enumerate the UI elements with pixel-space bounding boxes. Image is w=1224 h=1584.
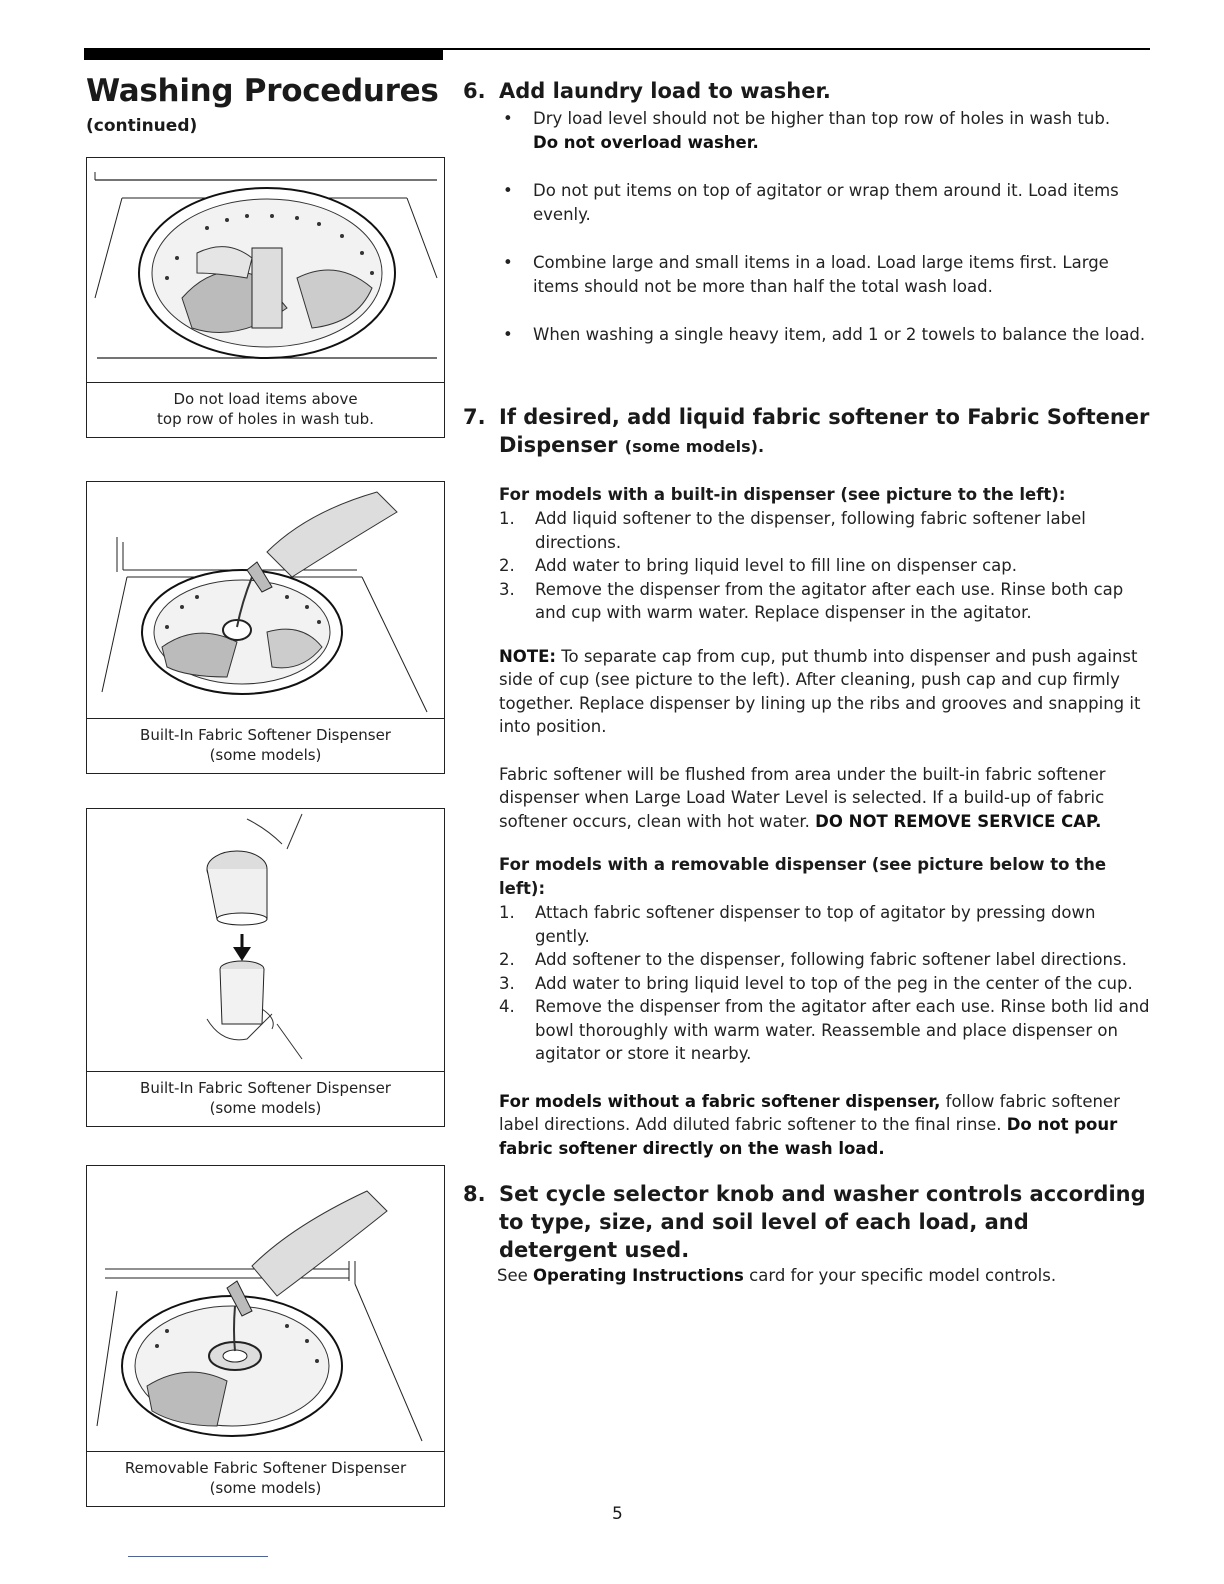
step-6-section (463, 77, 1153, 347)
step-number: 6. (463, 79, 486, 103)
list-item: 2. Add softener to the dispenser, following fabric softener label directions. (499, 950, 1127, 969)
removable-dispenser-heading: For models with a removable dispenser (see picture below to the left): (499, 855, 1107, 898)
figure-wash-tub (86, 157, 445, 438)
step-title: If desired, add liquid fabric softener to Fabric Softener Dispenser (499, 405, 1150, 457)
list-text: Add water to bring liquid level to top of the peg in the center of the cup. (535, 973, 1133, 993)
note-paragraph (463, 645, 1153, 739)
figure-caption-line: Built-In Fabric Softener Dispenser (140, 1079, 391, 1097)
bullet-icon: • (503, 325, 513, 344)
page-subtitle: (continued) (86, 116, 198, 136)
figure-caption-line: Do not load items above (173, 390, 358, 408)
see-text: See (497, 1266, 528, 1285)
flush-paragraph (463, 763, 1153, 834)
figure-caption-line: (some models) (209, 1099, 322, 1117)
list-item: 1. Add liquid softener to the dispenser, following fabric softener label directions. (499, 509, 1086, 552)
list-item (463, 323, 1153, 347)
step-number: 7. (463, 405, 486, 429)
flush-text: Fabric softener will be flushed from area under the built-in fabric softener dispenser when Large Load Water Level is selected. If a build-up of fabric softener occurs, clean with hot water. (499, 764, 1106, 831)
figure-caption-line: Built-In Fabric Softener Dispenser (140, 726, 391, 744)
note-text: To separate cap from cup, put thumb into dispenser and push against side of cup (see picture to the left). After cleaning, push cap and cup firmly together. Replace dispenser by lining up the ribs and grooves and snapping it into position. (499, 646, 1141, 736)
page-number: 5 (612, 1504, 623, 1524)
step-7-heading (463, 403, 1153, 461)
list-text: Add liquid softener to the dispenser, following fabric softener label directions. (535, 509, 1086, 552)
without-dispenser-bold: For models without a fabric softener dispenser, (499, 1091, 941, 1111)
step-7-section (463, 403, 1153, 1160)
figure-caption-line: top row of holes in wash tub. (157, 410, 374, 428)
step-6-heading (463, 77, 1153, 105)
bullet-icon: • (503, 109, 513, 128)
flush-warning: DO NOT REMOVE SERVICE CAP. (815, 811, 1102, 831)
bullet-icon: • (503, 181, 513, 200)
without-dispenser-text: follow fabric softener label directions. Add diluted fabric softener to the final rinse. (499, 1091, 1120, 1134)
figure-caption-line: (some models) (209, 1479, 322, 1497)
step-title-qualifier: (some models). (624, 437, 765, 456)
operating-instructions-ref: Operating Instructions (533, 1266, 744, 1285)
figure-removable-dispenser (86, 1165, 445, 1507)
list-text: Add softener to the dispenser, following fabric softener label directions. (535, 950, 1127, 969)
bullet-icon: • (503, 253, 513, 272)
list-text: Remove the dispenser from the agitator after each use. Rinse both lid and bowl thoroughly with warm water. Reassemble and place dispenser on agitator or store it nearby. (535, 997, 1150, 1063)
step-number: 8. (463, 1182, 486, 1206)
list-item: 3. Add water to bring liquid level to top of the peg in the center of the cup. (499, 973, 1133, 993)
removable-dispenser-pour-illustration (87, 1166, 444, 1452)
list-text: Add water to bring liquid level to fill line on dispenser cap. (535, 556, 1018, 575)
bullet-text: When washing a single heavy item, add 1 or 2 towels to balance the load. (533, 325, 1146, 344)
list-text: Attach fabric softener dispenser to top of agitator by pressing down gently. (535, 903, 1096, 946)
bullet-bold-text: Do not overload washer. (533, 133, 759, 152)
figure-caption-line: Removable Fabric Softener Dispenser (124, 1459, 407, 1477)
bullet-text: Dry load level should not be higher than top row of holes in wash tub. (533, 109, 1111, 128)
step-title: Set cycle selector knob and washer controls according to type, size, and soil level of each load, and detergent used. (499, 1182, 1146, 1262)
figure-dispenser-cap-cup (86, 808, 445, 1127)
bullet-text: Do not put items on top of agitator or wrap them around it. Load items evenly. (533, 181, 1119, 224)
without-dispenser-paragraph (463, 1090, 1153, 1161)
dispenser-cap-cup-illustration (87, 809, 444, 1072)
see-rest-text: card for your specific model controls. (749, 1266, 1057, 1285)
figure-built-in-dispenser (86, 481, 445, 774)
header-rule-thick (84, 48, 443, 60)
header-rule-thin (443, 48, 1150, 50)
bottom-rule (128, 1556, 268, 1557)
list-item: 3. Remove the dispenser from the agitator after each use. Rinse both cap and cup with warm water. Replace dispenser in the agitator. (499, 579, 1124, 622)
list-item: 2. Add water to bring liquid level to fill line on dispenser cap. (499, 556, 1018, 575)
list-item: 4. Remove the dispenser from the agitator after each use. Rinse both lid and bowl thoroughly with warm water. Reassemble and place dispenser on agitator or store it nearby. (499, 997, 1150, 1063)
step-8-section (463, 1180, 1153, 1288)
built-in-dispenser-heading: For models with a built-in dispenser (see picture to the left): (499, 485, 1066, 504)
note-label: NOTE: (499, 646, 556, 666)
step-title: Add laundry load to washer. (499, 79, 831, 103)
step-8-note (463, 1264, 1153, 1288)
step-8-heading (463, 1180, 1153, 1264)
list-item (463, 107, 1153, 155)
page-title: Washing Procedures (86, 73, 439, 109)
figure-caption-line: (some models) (209, 746, 322, 764)
built-in-dispenser-pour-illustration (87, 482, 444, 719)
list-text: Remove the dispenser from the agitator after each use. Rinse both cap and cup with warm water. Replace dispenser in the agitator. (535, 579, 1124, 622)
list-item (463, 179, 1153, 227)
list-item: 1. Attach fabric softener dispenser to top of agitator by pressing down gently. (499, 903, 1096, 946)
list-item (463, 251, 1153, 299)
without-dispenser-warning: Do not pour fabric softener directly on the wash load. (499, 1115, 1118, 1158)
bullet-text: Combine large and small items in a load. Load large items first. Large items should not be more than half the total wash load. (533, 253, 1109, 296)
wash-tub-load-illustration (87, 158, 444, 383)
